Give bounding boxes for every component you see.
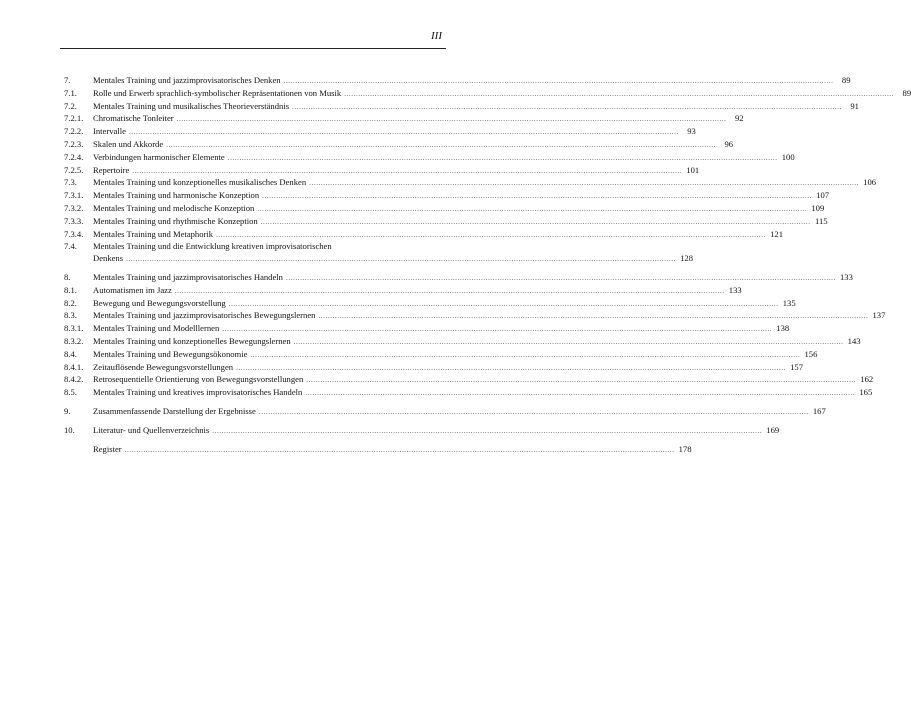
toc-entry-number: 8.4. xyxy=(64,348,77,359)
toc-entry-number: 7. xyxy=(64,75,71,85)
dot-leader xyxy=(212,426,762,438)
dot-leader xyxy=(216,230,766,242)
toc-entry[interactable] xyxy=(64,424,780,438)
toc-entry-number: 8.3.2. xyxy=(64,335,84,346)
toc-entry-number: 7.2.5. xyxy=(64,164,84,175)
toc-entry[interactable] xyxy=(64,177,877,190)
toc-entry-title: Mentales Training und musikalisches Theorieverständnis xyxy=(93,100,290,111)
toc-entry-number: 8.3.1. xyxy=(64,323,84,334)
toc-entry-number: 8. xyxy=(64,271,71,282)
toc-entry[interactable] xyxy=(64,271,853,285)
toc-entry-page: 135 xyxy=(782,297,796,308)
dot-leader xyxy=(236,363,786,375)
toc-entry[interactable] xyxy=(64,151,795,165)
toc-entry-page: 101 xyxy=(686,164,700,175)
dot-leader xyxy=(229,299,779,311)
dot-leader xyxy=(132,166,682,178)
toc-entry[interactable] xyxy=(64,138,734,152)
toc-entry-title: Verbindungen harmonischer Elemente xyxy=(93,151,225,162)
toc-entry[interactable] xyxy=(64,284,742,298)
dot-leader xyxy=(126,254,676,266)
toc-entry-title: Skalen und Akkorde xyxy=(93,138,164,149)
toc-entry-title: Mentales Training und jazzimprovisatorisches Handeln xyxy=(93,271,283,282)
toc-entry-page: 167 xyxy=(812,405,826,416)
dot-leader xyxy=(166,140,716,152)
toc-entry-page: 106 xyxy=(863,177,877,188)
toc-entry-title: Intervalle xyxy=(93,126,126,137)
toc-entry-number: 7.3.4. xyxy=(64,228,84,239)
toc-entry[interactable] xyxy=(64,323,790,336)
toc-entry-page: 89 xyxy=(902,87,911,98)
toc-entry-number: 7.3.1. xyxy=(64,190,84,201)
toc-entry[interactable] xyxy=(64,387,873,400)
toc-entry-page: 89 xyxy=(841,75,851,85)
dot-leader xyxy=(344,89,894,101)
toc-entry-title: Mentales Training und die Entwicklung kreativen improvisatorischen xyxy=(93,241,332,252)
toc-entry[interactable] xyxy=(64,335,861,349)
dot-leader xyxy=(222,324,772,336)
toc-entry-continuation[interactable] xyxy=(64,253,693,266)
dot-leader xyxy=(259,407,809,419)
toc-entry-page: 121 xyxy=(770,228,783,239)
toc-entry-number: 7.2.3. xyxy=(64,138,84,149)
toc-entry[interactable] xyxy=(64,126,696,139)
toc-entry-title: Mentales Training und rhythmische Konzeption xyxy=(93,215,258,226)
toc-entry-number: 9. xyxy=(64,405,71,416)
dot-leader xyxy=(292,102,842,114)
page-header xyxy=(60,30,446,49)
toc-entry[interactable] xyxy=(64,164,700,178)
dot-leader xyxy=(286,273,836,285)
toc-entry-title: Mentales Training und Bewegungsökonomie xyxy=(93,348,248,359)
toc-entry-title: Mentales Training und konzeptionelles Bewegungslernen xyxy=(93,335,291,346)
toc-entry-page: 96 xyxy=(724,138,734,149)
toc-entry-page: 115 xyxy=(815,215,828,226)
toc-entry-title: Mentales Training und Modelllernen xyxy=(93,323,220,334)
toc-entry-page: 137 xyxy=(872,310,886,321)
toc-entry-title: Literatur- und Quellenverzeichnis xyxy=(93,424,210,435)
toc-entry[interactable] xyxy=(64,113,744,126)
dot-leader xyxy=(262,191,812,203)
toc-entry[interactable] xyxy=(64,443,692,457)
dot-leader xyxy=(250,350,800,362)
toc-entry[interactable] xyxy=(64,228,783,242)
toc-entry-number: 7.2.4. xyxy=(64,151,84,162)
toc-entry-page: 93 xyxy=(687,126,696,137)
toc-entry-title: Retrosequentielle Orientierung von Bewegungsvorstellungen xyxy=(93,374,304,385)
toc-entry-title: Mentales Training und Metaphorik xyxy=(93,228,214,239)
dot-leader xyxy=(257,204,807,216)
toc-entry-title: Mentales Training und jazzimprovisatorisches Bewegungslernen xyxy=(93,310,316,321)
dot-leader xyxy=(125,445,675,457)
dot-leader xyxy=(175,286,725,298)
toc-entry-title: Mentales Training und konzeptionelles musikalisches Denken xyxy=(93,177,307,188)
dot-leader xyxy=(306,375,856,387)
toc-entry-page: 107 xyxy=(816,190,830,201)
toc-entry[interactable] xyxy=(64,241,442,253)
toc-entry-number: 8.1. xyxy=(64,284,77,295)
toc-entry-title: Register xyxy=(93,443,122,454)
toc-entry[interactable] xyxy=(64,190,830,203)
toc-entry-page: 133 xyxy=(840,271,853,282)
toc-entry[interactable] xyxy=(64,100,859,114)
toc-entry-number: 8.3. xyxy=(64,310,77,321)
dot-leader xyxy=(305,388,855,400)
toc-entry[interactable] xyxy=(64,310,886,323)
toc-entry-title: Automatismen im Jazz xyxy=(93,284,172,295)
toc-entry-page: 178 xyxy=(678,443,692,454)
toc-entry[interactable] xyxy=(64,215,828,229)
toc-entry-title: Mentales Training und kreatives improvisatorisches Handeln xyxy=(93,387,303,398)
page-number: III xyxy=(431,30,442,42)
toc-entry-page: 157 xyxy=(790,361,803,372)
toc-entry-page: 143 xyxy=(847,335,861,346)
toc-entry[interactable] xyxy=(64,405,826,419)
toc-entry-title: Mentales Training und jazzimprovisatorisches Denken xyxy=(93,75,281,85)
toc-entry-page: 138 xyxy=(776,323,790,334)
toc-entry-page: 156 xyxy=(804,348,818,359)
toc-entry[interactable] xyxy=(64,87,911,101)
toc-entry-page: 169 xyxy=(766,424,780,435)
toc-entry-number: 10. xyxy=(64,424,75,435)
table-of-contents xyxy=(64,75,911,456)
toc-entry-number: 7.4. xyxy=(64,241,77,252)
dot-leader xyxy=(129,127,679,139)
toc-entry-page: 91 xyxy=(850,100,859,111)
dot-leader xyxy=(294,337,844,349)
toc-entry-page: 133 xyxy=(728,284,742,295)
toc-entry-title-continued: Denkens xyxy=(93,253,124,264)
dot-leader xyxy=(228,153,778,165)
toc-entry[interactable] xyxy=(64,297,796,311)
toc-entry-page: 162 xyxy=(860,374,874,385)
dot-leader xyxy=(318,311,868,323)
toc-entry-number: 8.5. xyxy=(64,387,77,398)
toc-entry-title: Bewegung und Bewegungsvorstellung xyxy=(93,297,226,308)
toc-entry[interactable] xyxy=(64,202,825,216)
toc-entry-title: Zeitauflösende Bewegungsvorstellungen xyxy=(93,361,234,372)
toc-entry-page: 165 xyxy=(859,387,873,398)
dot-leader xyxy=(309,178,859,190)
toc-entry-title: Mentales Training und melodische Konzeption xyxy=(93,202,255,213)
toc-entry-number: 7.2. xyxy=(64,100,77,111)
toc-entry[interactable] xyxy=(64,361,803,375)
toc-entry-page: 128 xyxy=(680,253,693,264)
toc-entry-number: 7.2.2. xyxy=(64,126,84,137)
toc-entry-page: 109 xyxy=(811,202,825,213)
toc-entry-title: Mentales Training und harmonische Konzeption xyxy=(93,190,260,201)
toc-entry-number: 7.3. xyxy=(64,177,77,188)
toc-entry-number: 8.4.2. xyxy=(64,374,84,385)
toc-entry-number: 8.4.1. xyxy=(64,361,84,372)
toc-entry-number: 7.3.3. xyxy=(64,215,84,226)
toc-entry-number: 7.2.1. xyxy=(64,113,84,124)
toc-entry-number: 7.3.2. xyxy=(64,202,84,213)
toc-entry-page: 100 xyxy=(781,151,795,162)
toc-entry-title: Chromatische Tonleiter xyxy=(93,113,174,124)
toc-entry-title: Zusammenfassende Darstellung der Ergebnisse xyxy=(93,405,256,416)
toc-entry-title: Repertoire xyxy=(93,164,130,175)
toc-entry[interactable] xyxy=(64,75,851,88)
toc-entry-number: 8.2. xyxy=(64,297,77,308)
toc-entry-number: 7.1. xyxy=(64,87,77,98)
dot-leader xyxy=(177,114,727,126)
toc-entry-page: 92 xyxy=(734,113,744,124)
toc-entry[interactable] xyxy=(64,348,818,362)
toc-entry[interactable] xyxy=(64,374,874,387)
dot-leader xyxy=(284,76,834,88)
toc-entry-title: Rolle und Erwerb sprachlich-symbolischer Repräsentationen von Musik xyxy=(93,87,342,98)
dot-leader xyxy=(261,217,811,229)
